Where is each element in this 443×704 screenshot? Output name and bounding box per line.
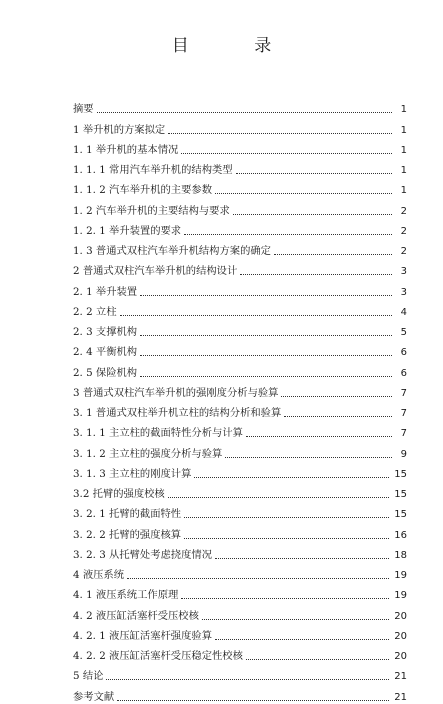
toc-dot-leader xyxy=(117,700,389,701)
toc-entry-page-number: 3 xyxy=(400,286,407,298)
toc-entry xyxy=(73,683,407,703)
toc-entry xyxy=(73,157,407,177)
toc-dot-leader xyxy=(168,497,390,498)
toc-entry-label: 参考文献 xyxy=(73,690,115,703)
toc-entry-label: 3. 1. 3 主立柱的刚度计算 xyxy=(73,467,192,480)
toc-entry-label: 1. 2. 1 举升装置的要求 xyxy=(73,224,182,237)
toc-dot-leader xyxy=(240,274,392,275)
toc-entry-page-number: 1 xyxy=(400,144,407,156)
toc-dot-leader xyxy=(97,112,392,113)
table-of-contents xyxy=(73,96,407,704)
toc-entry-label: 2. 1 举升装置 xyxy=(73,285,138,298)
toc-dot-leader xyxy=(236,173,392,174)
toc-dot-leader xyxy=(202,619,389,620)
toc-entry xyxy=(73,440,407,460)
toc-entry-page-number: 6 xyxy=(400,347,407,359)
toc-entry xyxy=(73,663,407,683)
toc-entry-label: 4. 2. 1 液压缸活塞杆强度验算 xyxy=(73,629,212,642)
toc-entry-page-number: 7 xyxy=(400,408,407,419)
toc-entry-label: 2. 5 保险机构 xyxy=(73,366,138,379)
toc-entry-page-number: 20 xyxy=(394,630,407,642)
toc-dot-leader xyxy=(225,457,392,458)
toc-dot-leader xyxy=(140,295,392,296)
toc-entry xyxy=(73,461,407,481)
toc-entry xyxy=(73,218,407,238)
toc-dot-leader xyxy=(184,234,392,235)
toc-entry-page-number: 4 xyxy=(400,306,407,318)
toc-dot-leader xyxy=(184,517,389,518)
toc-dot-leader xyxy=(168,133,392,134)
toc-entry-label: 3. 1 普通式双柱举升机立柱的结构分析和验算 xyxy=(73,407,282,419)
toc-entry-label: 5 结论 xyxy=(73,670,104,683)
toc-entry-label: 1 举升机的方案拟定 xyxy=(73,123,166,136)
toc-entry xyxy=(73,420,407,440)
toc-entry-label: 3. 2. 3 从托臂处考虑挠度情况 xyxy=(73,548,212,561)
toc-entry-label: 3. 1. 1 主立柱的截面特性分析与计算 xyxy=(73,427,243,440)
toc-entry xyxy=(73,521,407,541)
toc-dot-leader xyxy=(281,396,392,397)
toc-entry-page-number: 21 xyxy=(394,691,407,703)
toc-entry xyxy=(73,116,407,136)
toc-entry xyxy=(73,501,407,521)
toc-entry-label: 4. 2. 2 液压缸活塞杆受压稳定性校核 xyxy=(73,650,243,662)
toc-entry-label: 3. 1. 2 主立柱的强度分析与验算 xyxy=(73,447,223,460)
toc-entry-page-number: 15 xyxy=(394,509,407,521)
toc-entry-label: 1. 1. 1 常用汽车举升机的结构类型 xyxy=(73,164,233,176)
toc-entry-label: 1. 2 汽车举升机的主要结构与要求 xyxy=(73,204,230,217)
toc-entry xyxy=(73,299,407,319)
toc-entry xyxy=(73,562,407,582)
toc-dot-leader xyxy=(181,153,392,154)
toc-dot-leader xyxy=(246,436,392,437)
toc-entry-page-number: 21 xyxy=(394,671,407,683)
toc-entry-page-number: 16 xyxy=(394,529,407,541)
toc-entry-page-number: 7 xyxy=(400,387,407,399)
toc-entry xyxy=(73,238,407,258)
toc-entry-page-number: 1 xyxy=(400,124,407,136)
toc-entry-label: 3 普通式双柱汽车举升机的强刚度分析与验算 xyxy=(73,386,279,399)
toc-entry-page-number: 9 xyxy=(400,448,407,460)
toc-dot-leader xyxy=(215,639,389,640)
toc-entry-label: 3.2 托臂的强度校核 xyxy=(73,488,165,500)
toc-entry-page-number: 18 xyxy=(394,549,407,561)
toc-entry xyxy=(73,258,407,278)
toc-dot-leader xyxy=(284,416,392,417)
toc-entry-page-number: 1 xyxy=(400,165,407,176)
toc-entry-label: 4. 1 液压系统工作原理 xyxy=(73,589,179,602)
toc-entry-label: 2. 4 平衡机构 xyxy=(73,346,138,359)
toc-entry xyxy=(73,481,407,501)
toc-dot-leader xyxy=(194,477,389,478)
toc-entry-page-number: 20 xyxy=(394,610,407,622)
toc-entry-label: 3. 2. 2 托臂的强度核算 xyxy=(73,528,182,541)
toc-entry-label: 1. 1 举升机的基本情况 xyxy=(73,143,179,156)
toc-dot-leader xyxy=(215,558,389,559)
toc-dot-leader xyxy=(106,679,389,680)
toc-entry-label: 2. 3 支撑机构 xyxy=(73,326,138,338)
toc-entry xyxy=(73,623,407,643)
toc-dot-leader xyxy=(140,335,392,336)
toc-entry xyxy=(73,359,407,379)
toc-entry-label: 4 液压系统 xyxy=(73,569,125,581)
toc-dot-leader xyxy=(233,214,392,215)
toc-entry xyxy=(73,96,407,116)
toc-entry-page-number: 2 xyxy=(400,246,407,257)
toc-entry-page-number: 20 xyxy=(394,651,407,662)
toc-entry-page-number: 1 xyxy=(400,104,407,116)
toc-entry xyxy=(73,177,407,197)
toc-entry xyxy=(73,643,407,663)
toc-entry-label: 3. 2. 1 托臂的截面特性 xyxy=(73,508,182,521)
toc-dot-leader xyxy=(127,578,389,579)
toc-entry-label: 2 普通式双柱汽车举升机的结构设计 xyxy=(73,265,238,278)
toc-entry xyxy=(73,319,407,339)
toc-entry xyxy=(73,542,407,562)
page-title: 目 录 xyxy=(171,36,302,56)
toc-entry-page-number: 2 xyxy=(400,205,407,217)
toc-dot-leader xyxy=(181,598,389,599)
toc-entry xyxy=(73,197,407,217)
toc-entry-label: 2. 2 立柱 xyxy=(73,305,117,318)
toc-dot-leader xyxy=(140,376,392,377)
toc-entry-page-number: 15 xyxy=(394,468,407,480)
toc-dot-leader xyxy=(246,659,389,660)
toc-entry xyxy=(73,582,407,602)
toc-dot-leader xyxy=(184,538,389,539)
toc-dot-leader xyxy=(140,355,392,356)
toc-entry xyxy=(73,380,407,400)
toc-dot-leader xyxy=(274,254,392,255)
toc-entry xyxy=(73,400,407,420)
toc-entry xyxy=(73,339,407,359)
toc-entry-page-number: 7 xyxy=(400,428,407,440)
toc-entry-page-number: 19 xyxy=(394,590,407,602)
toc-entry-page-number: 6 xyxy=(400,367,407,379)
toc-entry-page-number: 1 xyxy=(400,185,407,197)
toc-entry-page-number: 2 xyxy=(400,225,407,237)
toc-entry-label: 1. 3 普通式双柱汽车举升机结构方案的确定 xyxy=(73,245,271,257)
toc-entry-page-number: 15 xyxy=(394,489,407,500)
toc-entry-label: 4. 2 液压缸活塞杆受压校核 xyxy=(73,609,199,622)
toc-entry xyxy=(73,278,407,298)
toc-entry xyxy=(73,602,407,622)
toc-entry-page-number: 5 xyxy=(400,327,407,338)
toc-entry-label: 摘要 xyxy=(73,103,94,116)
toc-dot-leader xyxy=(215,193,392,194)
toc-entry-page-number: 3 xyxy=(400,266,407,278)
toc-entry-label: 1. 1. 2 汽车举升机的主要参数 xyxy=(73,184,212,197)
toc-entry xyxy=(73,137,407,157)
toc-entry-page-number: 19 xyxy=(394,570,407,581)
toc-dot-leader xyxy=(120,315,392,316)
